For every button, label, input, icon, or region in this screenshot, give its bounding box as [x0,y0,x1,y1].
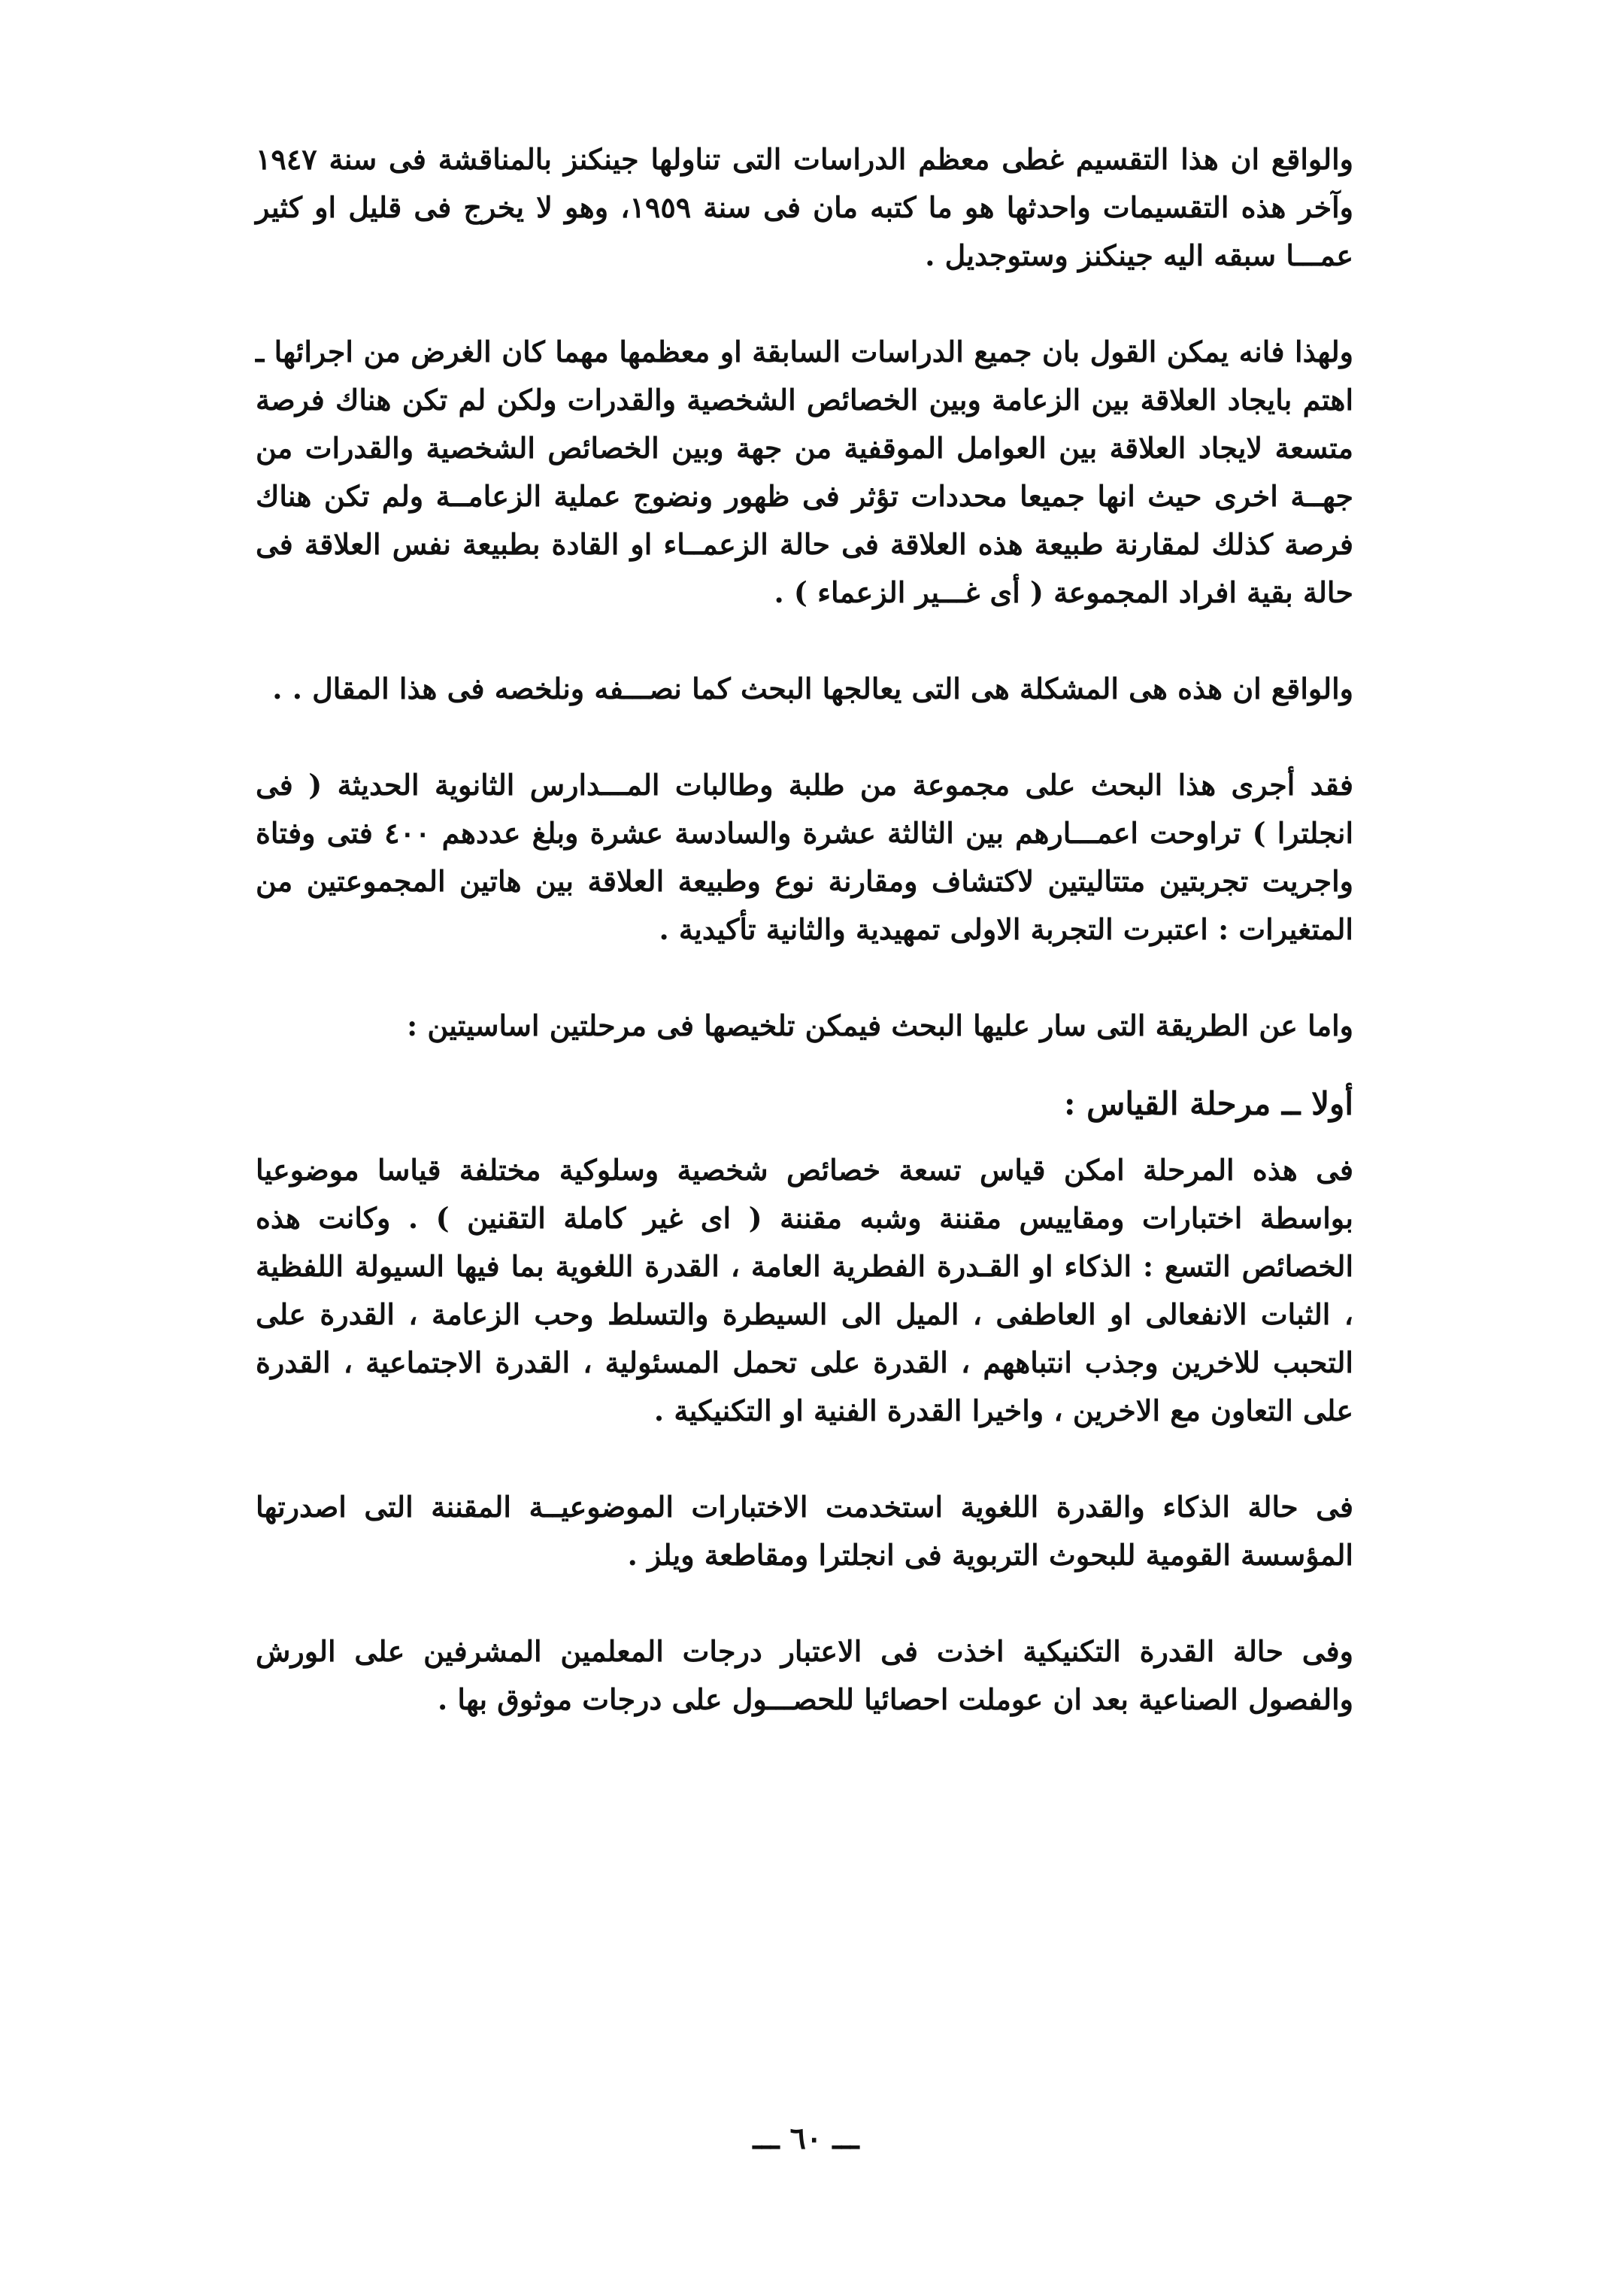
paragraph-previous-studies: ولهذا فانه يمكن القول بان جميع الدراسات السابقة او معظمها مهما كان الغرض من اجرائها ـ اهتم بايجاد العلاقة بين الزعامة وبين الخصائص الشخصية والقدرات ولكن لم تكن هناك فرصة متسعة لايجاد العلاقة بين العوامل الموقفية من جهة وبين الخصائص الشخصية والقدرات من جهــة اخرى حيث انها جميعا محددات تؤثر فى ظهور ونضوج عملية الزعامــة ولم تكن هناك فرصة كذلك لمقارنة طبيعة هذه العلاقة فى حالة الزعمــاء او القادة بطبيعة نفس العلاقة فى حالة بقية افراد المجموعة ( أى غـــير الزعماء ) . [256,335,1353,609]
paragraph-research-sample: فقد أجرى هذا البحث على مجموعة من طلبة وطالبات المـــدارس الثانوية الحديثة ( فى انجلترا ) تراوحت اعمـــارهم بين الثالثة عشرة والسادسة عشرة وبلغ عددهم ٤٠٠ فتى وفتاة واجريت تجربتين متتاليتين لاكتشاف ومقارنة نوع وطبيعة العلاقة بين هاتين المجموعتين من المتغيرات : اعتبرت التجربة الاولى تمهيدية والثانية تأكيدية . [256,768,1354,946]
paragraph-technical-ability: وفى حالة القدرة التكنيكية اخذت فى الاعتبار درجات المعلمين المشرفين على الورش والفصول الصناعية بعد ان عوملت احصائيا للحصـــول على درجات موثوق بها . [256,1634,1353,1716]
paragraph-research-problem: والواقع ان هذه هى المشكلة هى التى يعالجها البحث كما نصـــفه ونلخصه فى هذا المقال . . [272,672,1353,705]
paragraph-intelligence-tests: فى حالة الذكاء والقدرة اللغوية استخدمت الاختبارات الموضوعيــة المقننة التى اصدرتها المؤسسة القومية للبحوث التربوية فى انجلترا ومقاطعة ويلز . [256,1490,1353,1572]
paragraph-nine-traits: فى هذه المرحلة امكن قياس تسعة خصائص شخصية وسلوكية مختلفة قياسا موضوعيا بواسطة اختبارات ومقاييس مقننة وشبه مقننة ( اى غير كاملة التقنين ) . وكانت هذه الخصائص التسع : الذكاء او القـدرة الفطرية العامة ، القدرة اللغوية بما فيها السيولة اللفظية ، الثبات الانفعالى او العاطفى ، الميل الى السيطرة والتسلط وحب الزعامة ، القدرة على التحبب للاخرين وجذب انتباههم ، القدرة على تحمل المسئولية ، القدرة الاجتماعية ، القدرة على التعاون مع الاخرين ، واخيرا القدرة الفنية او التكنيكية . [256,1153,1353,1427]
paragraph-classification-studies: والواقع ان هذا التقسيم غطى معظم الدراسات التى تناولها جينكنز بالمناقشة فى سنة ١٩٤٧ وآخر هذه التقسيمات واحدثها هو ما كتبه مان فى سنة ١٩٥٩، وهو لا يخرج فى قليل او كثير عمـــا سبقه اليه جينكنز وستوجديل . [256,142,1353,272]
section-heading-measurement-stage: أولا ــ مرحلة القياس : [1063,1085,1353,1122]
document-page [256,135,1353,2166]
paragraph-research-method: واما عن الطريقة التى سار عليها البحث فيمكن تلخيصها فى مرحلتين اساسيتين : [407,1008,1353,1042]
page-number: ـــ ٦٠ ـــ [753,2121,859,2156]
